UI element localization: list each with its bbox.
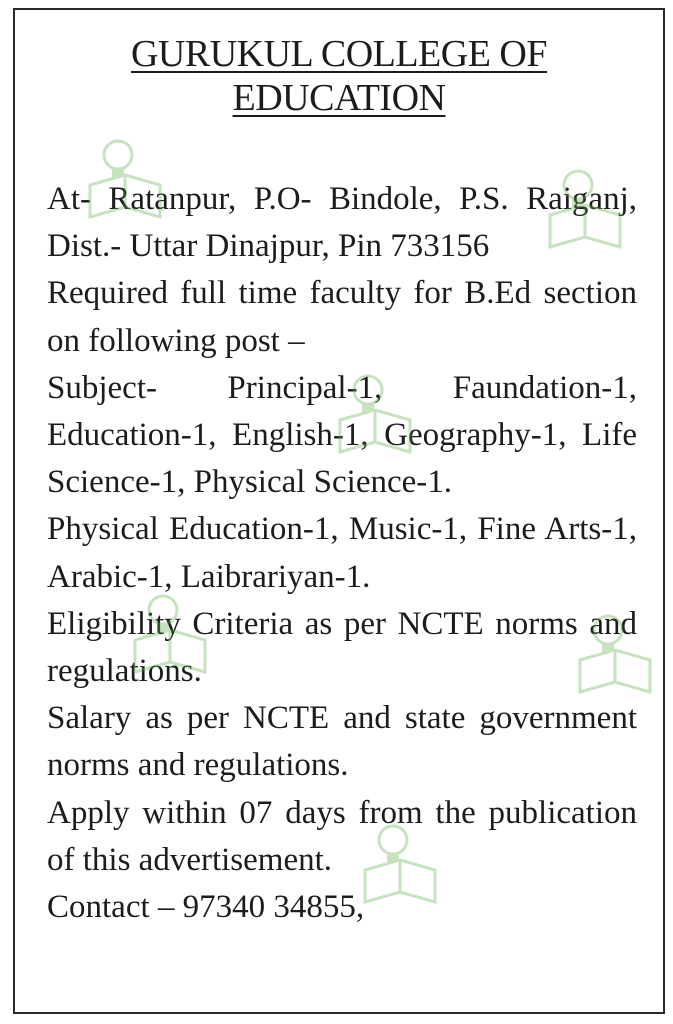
ad-title xyxy=(15,32,663,120)
ad-more-subjects: Physical Education-1, Music-1, Fine Arts-1, Arabic-1, Laibrariyan-1. xyxy=(47,511,637,595)
ad-title-line2: EDUCATION xyxy=(232,77,446,119)
ad-contact: Contact – 97340 34855, xyxy=(47,889,365,926)
ad-requirement: Required full time faculty for B.Ed section on following post – xyxy=(47,275,637,359)
ad-address: At- Ratanpur, P.O- Bindole, P.S. Raiganj, Dist.- Uttar Dinajpur, Pin 733156 xyxy=(47,181,637,265)
ad-title-line1: GURUKUL COLLEGE OF xyxy=(130,33,547,75)
ad-body xyxy=(47,176,637,931)
ad-salary: Salary as per NCTE and state government norms and regulations. xyxy=(47,700,637,784)
ad-subjects: Subject- Principal-1, Faundation-1, Education-1, English-1, Geography-1, Life Science-1, Physical Science-1. xyxy=(47,369,637,501)
ad-apply: Apply within 07 days from the publication of this advertisement. xyxy=(47,794,637,878)
advertisement-box xyxy=(13,8,665,1014)
ad-eligibility: Eligibility Criteria as per NCTE norms and regulations. xyxy=(47,605,637,690)
